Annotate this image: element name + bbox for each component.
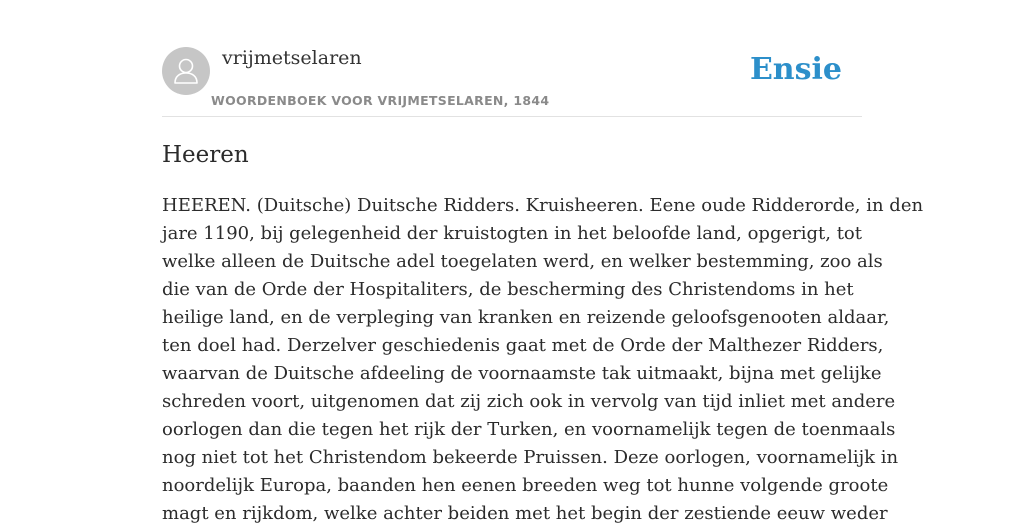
body-line: ten doel had. Derzelver geschiedenis gaat met de Orde der Malthezer Ridders, — [162, 335, 884, 356]
page-title: Heeren — [162, 142, 249, 168]
avatar[interactable] — [162, 47, 210, 95]
brand-logo[interactable]: Ensie — [749, 52, 842, 87]
source-label[interactable]: WOORDENBOEK VOOR VRIJMETSELAREN, 1844 — [211, 93, 550, 108]
header — [162, 46, 862, 117]
body-line: noordelijk Europa, baanden hen eenen breeden weg tot hunne volgende groote — [162, 475, 889, 496]
user-icon — [162, 47, 210, 95]
body-line: magt en rijkdom, welke achter beiden met het begin der zestiende eeuw weder — [162, 503, 888, 524]
body-line: waarvan de Duitsche afdeeling de voornaamste tak uitmaakt, bijna met gelijke — [162, 363, 882, 384]
article-body — [162, 192, 924, 528]
body-line: schreden voort, uitgenomen dat zij zich ook in vervolg van tijd inliet met andere — [162, 391, 896, 412]
body-line: HEEREN. (Duitsche) Duitsche Ridders. Kruisheeren. Eene oude Ridderorde, in den — [162, 195, 924, 216]
body-line: die van de Orde der Hospitaliters, de bescherming des Christendoms in het — [162, 279, 854, 300]
body-line: welke alleen de Duitsche adel toegelaten werd, en welker bestemming, zoo als — [162, 251, 883, 272]
body-line: heilige land, en de verpleging van kranken en reizende geloofsgenooten aldaar, — [162, 307, 890, 328]
username-link[interactable]: vrijmetselaren — [222, 47, 362, 69]
body-line: jare 1190, bij gelegenheid der kruistogten in het beloofde land, opgerigt, tot — [162, 223, 862, 244]
body-line: oorlogen dan die tegen het rijk der Turken, en voornamelijk tegen de toenmaals — [162, 419, 896, 440]
body-line: nog niet tot het Christendom bekeerde Pruissen. Deze oorlogen, voornamelijk in — [162, 447, 899, 468]
